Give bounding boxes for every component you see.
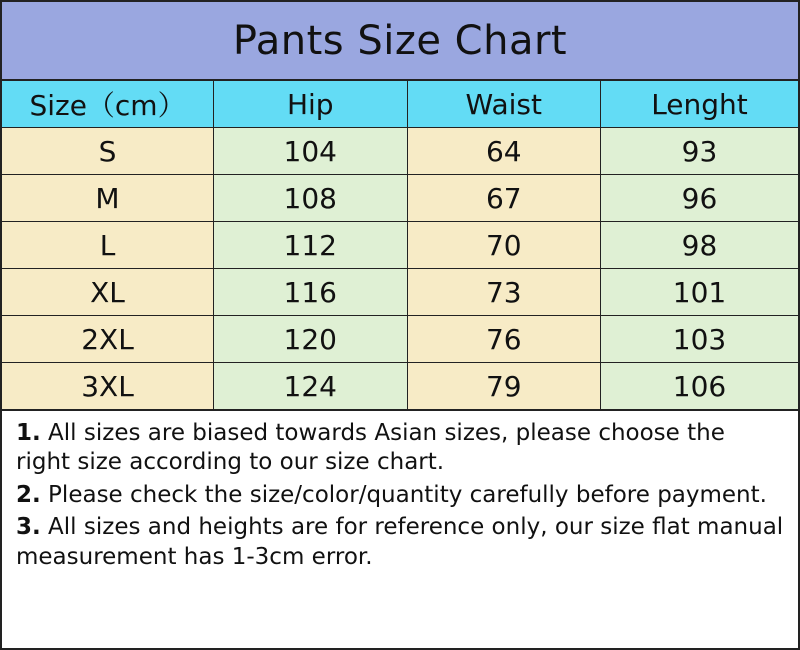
table-row	[1, 269, 799, 316]
note-number: 3.	[16, 514, 41, 541]
cell-hip: 124	[214, 363, 407, 410]
page-title: Pants Size Chart	[232, 17, 568, 64]
cell-length: 106	[601, 363, 800, 410]
cell-waist: 79	[407, 363, 600, 410]
note-number: 2.	[16, 481, 41, 508]
table-row	[1, 128, 799, 175]
table-header-row	[1, 81, 799, 128]
table-row	[1, 175, 799, 222]
cell-length: 98	[601, 222, 800, 269]
cell-size: 2XL	[1, 316, 214, 363]
column-header-size: Size（cm）	[1, 81, 214, 128]
cell-hip: 108	[214, 175, 407, 222]
table-body	[1, 128, 799, 410]
chart-title-bar	[0, 0, 800, 80]
cell-waist: 76	[407, 316, 600, 363]
cell-waist: 73	[407, 269, 600, 316]
cell-length: 103	[601, 316, 800, 363]
note-item	[16, 481, 784, 510]
cell-hip: 112	[214, 222, 407, 269]
cell-size: L	[1, 222, 214, 269]
cell-waist: 64	[407, 128, 600, 175]
column-header-length: Lenght	[601, 81, 800, 128]
cell-hip: 116	[214, 269, 407, 316]
table-row	[1, 316, 799, 363]
cell-size: M	[1, 175, 214, 222]
cell-size: XL	[1, 269, 214, 316]
cell-hip: 120	[214, 316, 407, 363]
notes-section	[0, 410, 800, 650]
note-text: Please check the size/color/quantity carefully before payment.	[40, 481, 767, 508]
cell-size: 3XL	[1, 363, 214, 410]
table-header	[1, 81, 799, 128]
column-header-waist: Waist	[407, 81, 600, 128]
note-text: All sizes and heights are for reference only, our size flat manual measurement has 1-3cm error.	[16, 514, 784, 570]
size-table	[0, 80, 800, 410]
note-item	[16, 419, 784, 478]
note-item	[16, 513, 784, 572]
note-number: 1.	[16, 420, 41, 446]
cell-waist: 70	[407, 222, 600, 269]
table-row	[1, 363, 799, 410]
cell-hip: 104	[214, 128, 407, 175]
cell-length: 101	[601, 269, 800, 316]
table-row	[1, 222, 799, 269]
cell-waist: 67	[407, 175, 600, 222]
column-header-hip: Hip	[214, 81, 407, 128]
cell-length: 93	[601, 128, 800, 175]
cell-size: S	[1, 128, 214, 175]
cell-length: 96	[601, 175, 800, 222]
note-text: All sizes are biased towards Asian sizes, please choose the right size according to our size chart.	[16, 420, 725, 476]
